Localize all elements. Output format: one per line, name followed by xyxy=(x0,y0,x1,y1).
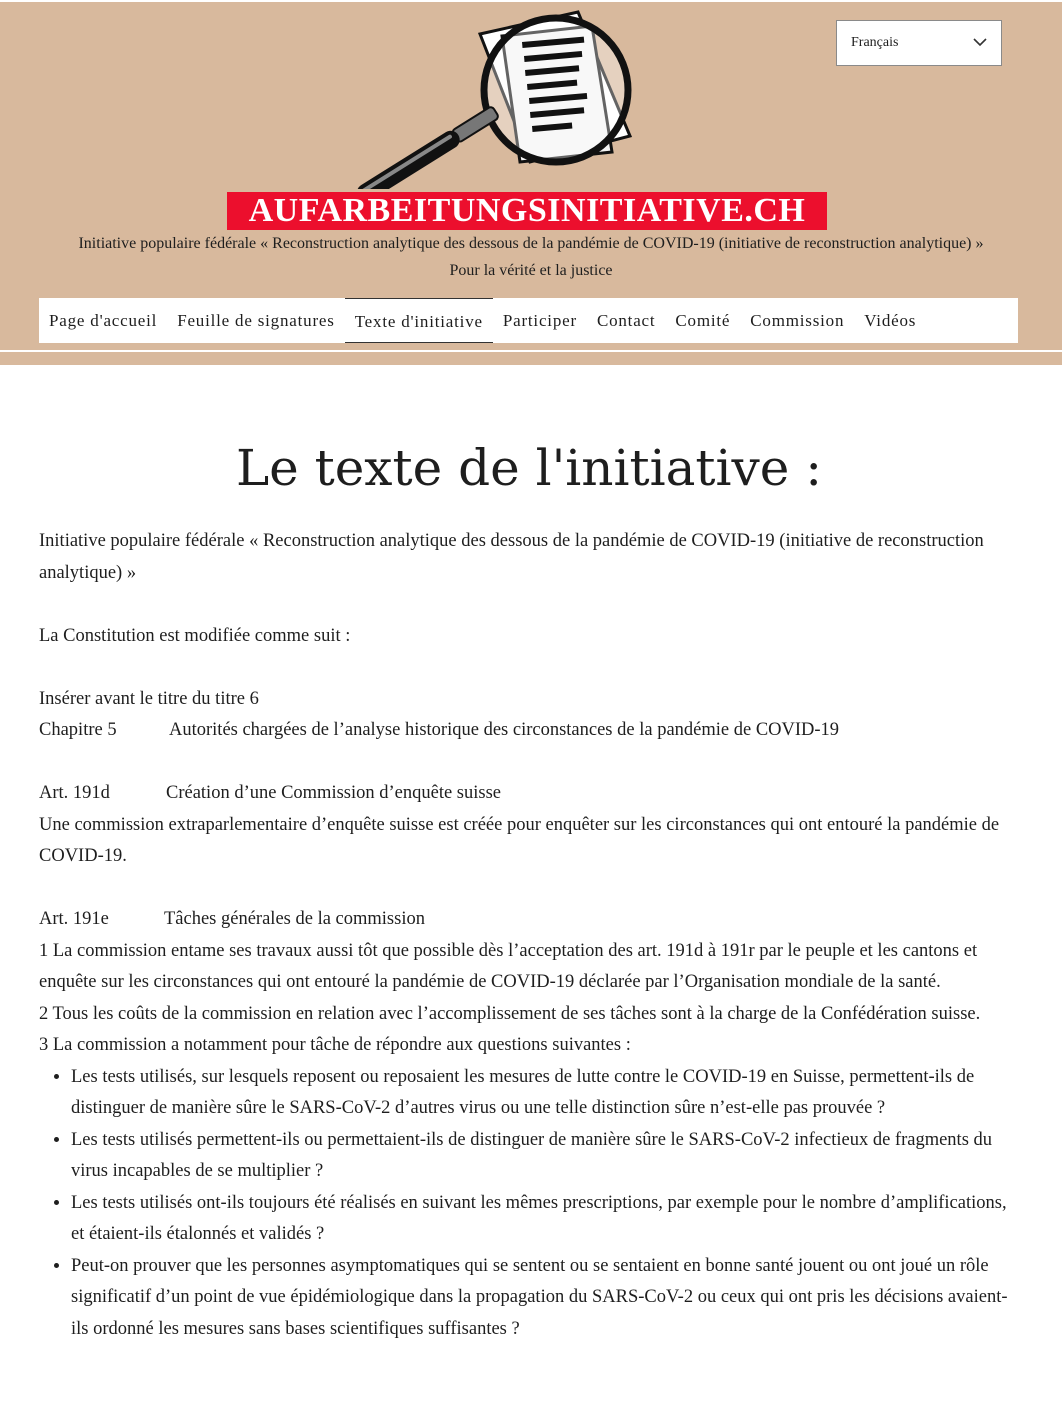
main-content xyxy=(39,365,1019,1345)
questions-list xyxy=(39,1062,1019,1346)
header-divider xyxy=(0,350,1062,352)
nav-item-participate[interactable]: Participer xyxy=(502,311,577,330)
nav-item-committee[interactable]: Comité xyxy=(675,311,731,330)
nav-item-contact[interactable]: Contact xyxy=(596,311,656,330)
language-select[interactable] xyxy=(836,20,1002,66)
article-191d-number: Art. 191d xyxy=(39,783,110,803)
chapter-title: Autorités chargées de l’analyse historique des circonstances de la pandémie de COVID-19 xyxy=(169,720,840,740)
intro-paragraph: Initiative populaire fédérale « Reconstruction analytique des dessous de la pandémie de COVID-19 (initiative de reconstruction analytique) » xyxy=(39,531,984,583)
insert-paragraph: Insérer avant le titre du titre 6 xyxy=(39,688,259,709)
site-subtitle: Initiative populaire fédérale « Reconstruction analytique des dessous de la pandémie de COVID-19 (initiative de reconstruction analytique) » xyxy=(78,235,984,252)
list-item: • Les tests utilisés ont-ils toujours été réalisés en suivant les mêmes prescriptions, par exemple pour le nombre d’amplifications, et étaient-ils étalonnés et validés ? xyxy=(71,1188,1019,1251)
article-191e-heading xyxy=(39,904,1019,936)
nav-item-signature-sheet[interactable]: Feuille de signatures xyxy=(177,311,335,330)
article-191e-paragraph-3: 3 La commission a notamment pour tâche de répondre aux questions suivantes : xyxy=(39,1035,631,1055)
chapter-heading xyxy=(39,715,1019,747)
language-select-value: Français xyxy=(851,35,899,50)
article-191e-paragraph-1: 1 La commission entame ses travaux aussi tôt que possible dès l’acceptation des art. 191d à 191r par le peuple et les cantons et enquête sur les circonstances qui ont entouré la pandémie de COVID-19 déclarée par l’Organisation mondiale de la santé. xyxy=(39,940,978,992)
article-191e-paragraph-2: 2 Tous les coûts de la commission en relation avec l’accomplissement de ses tâches sont à la charge de la Confédération suisse. xyxy=(39,1003,981,1024)
list-item: • Les tests utilisés permettent-ils ou permettaient-ils de distinguer de manière sûre le SARS-CoV-2 infectieux de fragments du virus incapables de se multiplier ? xyxy=(71,1125,1019,1188)
site-tagline: Pour la vérité et la justice xyxy=(449,262,613,279)
chevron-down-icon xyxy=(973,37,987,47)
list-item: • Les tests utilisés, sur lesquels reposent ou reposaient les mesures de lutte contre le COVID-19 en Suisse, permettent-ils de distinguer de manière sûre le SARS-CoV-2 d’autres virus ou une telle distinction sûre n’est-elle pas prouvée ? xyxy=(71,1062,1019,1125)
site-header xyxy=(0,0,1062,365)
site-brand[interactable]: AUFARBEITUNGSINITIATIVE.CH xyxy=(227,192,827,230)
constitution-paragraph: La Constitution est modifiée comme suit : xyxy=(39,625,351,646)
article-191d-text: Une commission extraparlementaire d’enquête suisse est créée pour enquêter sur les circonstances qui ont entouré la pandémie de COVID-19. xyxy=(39,814,1000,866)
initiative-text xyxy=(39,526,1019,1345)
nav-item-home[interactable]: Page d'accueil xyxy=(49,311,158,330)
article-191d-title: Création d’une Commission d’enquête suisse xyxy=(166,783,502,803)
page-title: Le texte de l'initiative : xyxy=(235,439,823,497)
nav-item-initiative-text[interactable]: Texte d'initiative xyxy=(345,298,493,343)
list-item: • Peut-on prouver que les personnes asymptomatiques qui se sentent ou se sentaient en bonne santé jouent ou ont joué un rôle significatif d’un point de vue épidémiologique dans la propagation du SARS-CoV-2 ou ceux qui ont pris les décisions avaient-ils ordonné les mesures sans bases scientifiques suffisantes ? xyxy=(71,1251,1019,1346)
chapter-number: Chapitre 5 xyxy=(39,720,117,740)
article-191d-heading xyxy=(39,778,1019,810)
header-top-line xyxy=(0,0,1062,2)
magnifier-documents-logo-icon[interactable] xyxy=(330,4,640,189)
nav-item-commission[interactable]: Commission xyxy=(750,311,845,330)
main-nav xyxy=(39,298,1018,343)
article-191e-title: Tâches générales de la commission xyxy=(164,909,425,929)
nav-item-videos[interactable]: Vidéos xyxy=(864,311,917,330)
article-191e-number: Art. 191e xyxy=(39,909,109,929)
